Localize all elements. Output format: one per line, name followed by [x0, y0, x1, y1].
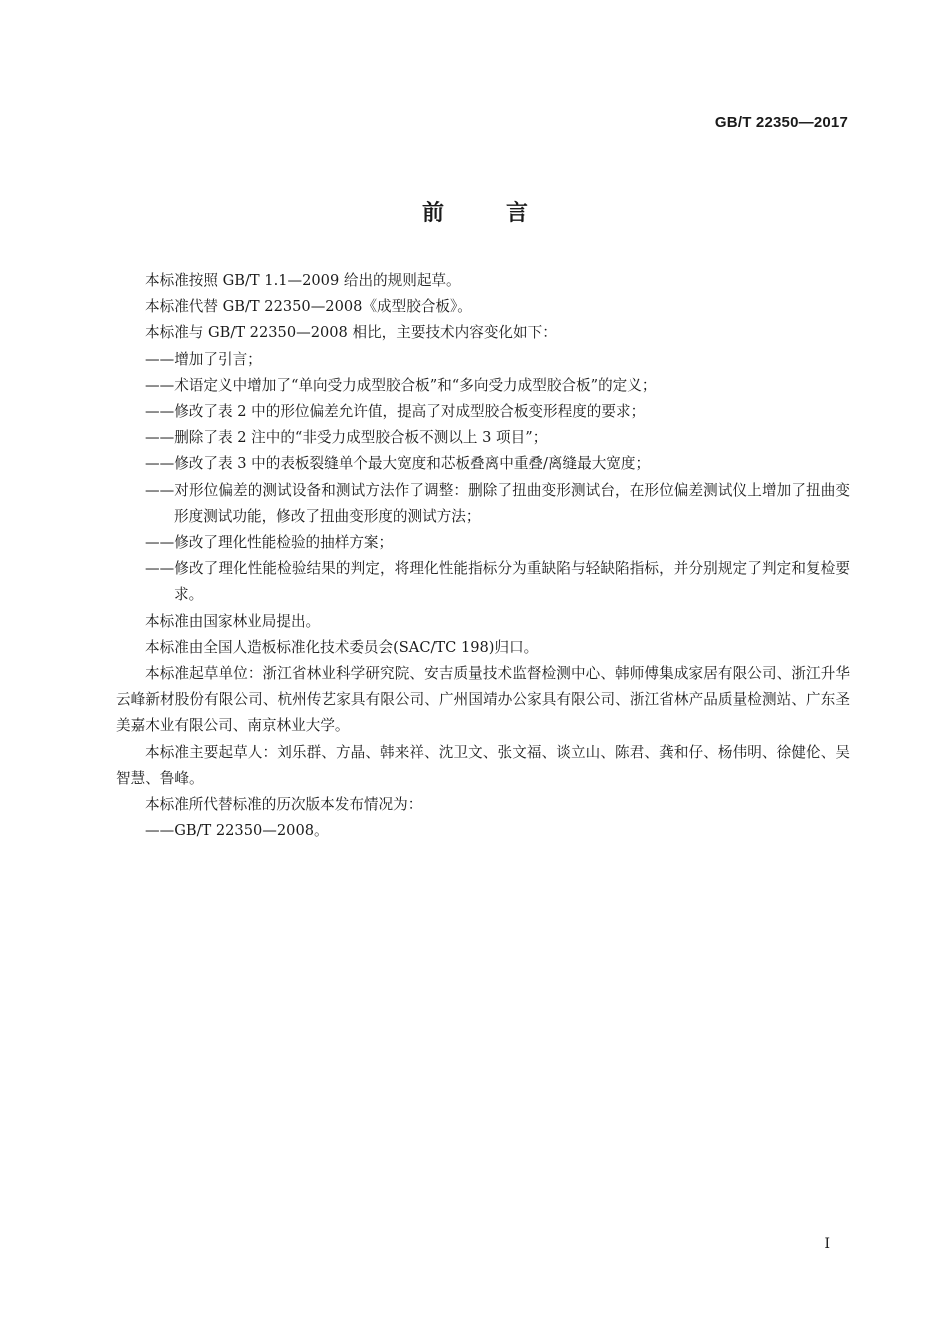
- paragraph-drafters: 本标准主要起草人：刘乐群、方晶、韩来祥、沈卫文、张文福、谈立山、陈君、龚和仔、杨伟明、徐健伦、吴智慧、鲁峰。: [116, 743, 850, 787]
- paragraph-administrator: 本标准由全国人造板标准化技术委员会(SAC/TC 198)归口。: [145, 638, 539, 656]
- change-item: ——删除了表 2 注中的“非受力成型胶合板不测以上 3 项目”；: [145, 429, 548, 447]
- document-body: [116, 268, 850, 844]
- page-number: I: [824, 1236, 830, 1252]
- standard-number: GB/T 22350—2017: [714, 114, 848, 131]
- change-item: ——修改了理化性能检验的抽样方案；: [145, 534, 394, 552]
- change-item: ——增加了引言；: [145, 350, 262, 368]
- paragraph-proposer: 本标准由国家林业局提出。: [145, 612, 321, 630]
- paragraph-drafting-units: 本标准起草单位：浙江省林业科学研究院、安吉质量技术监督检测中心、韩师傅集成家居有限公司、浙江升华云峰新材股份有限公司、杭州传艺家具有限公司、广州国靖办公家具有限公司、浙江省林产品质量检测站、广东圣美嘉木业有限公司、南京林业大学。: [116, 665, 850, 735]
- paragraph-drafting-rules: 本标准按照 GB/T 1.1—2009 给出的规则起草。: [145, 272, 461, 289]
- paragraph-history-intro: 本标准所代替标准的历次版本发布情况为：: [145, 796, 423, 814]
- page-title: 前言: [421, 201, 590, 226]
- paragraph-changes-intro: 本标准与 GB/T 22350—2008 相比，主要技术内容变化如下：: [145, 324, 557, 342]
- change-item: ——对形位偏差的测试设备和测试方法作了调整：删除了扭曲变形测试台，在形位偏差测试仪上增加了扭曲变形度测试功能，修改了扭曲变形度的测试方法；: [145, 481, 850, 525]
- change-item: ——修改了理化性能检验结果的判定，将理化性能指标分为重缺陷与轻缺陷指标，并分别规定了判定和复检要求。: [145, 560, 850, 604]
- change-item: ——修改了表 2 中的形位偏差允许值，提高了对成型胶合板变形程度的要求；: [145, 403, 646, 421]
- history-item: ——GB/T 22350—2008。: [145, 822, 329, 840]
- change-item: ——术语定义中增加了“单向受力成型胶合板”和“多向受力成型胶合板”的定义；: [145, 376, 657, 394]
- paragraph-replaces: 本标准代替 GB/T 22350—2008《成型胶合板》。: [145, 298, 472, 316]
- change-item: ——修改了表 3 中的表板裂缝单个最大宽度和芯板叠离中重叠/离缝最大宽度；: [145, 455, 651, 473]
